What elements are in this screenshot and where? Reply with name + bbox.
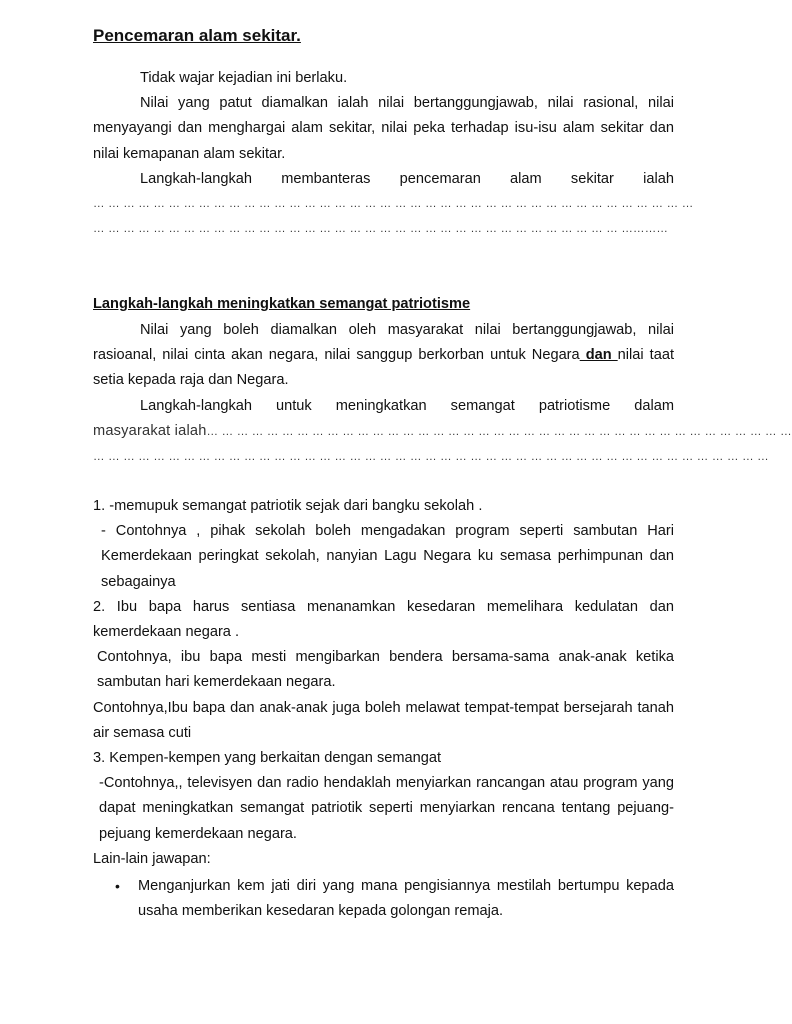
other-answers-label: Lain-lain jawapan:: [93, 850, 211, 867]
list-item-3-example: -Contohnya,, televisyen dan radio hendaklah menyiarkan rancangan atau program yang dapat meningkatkan semangat patriotik seperti menyiarkan rencana tentang pejuang-pejuang kemerdekaan negara.: [99, 775, 674, 842]
list-item-1-example: - Contohnya , pihak sekolah boleh mengadakan program seperti sambutan Hari Kemerdekaan peringkat sekolah, nanyian Lagu Negara ku semasa perhimpunan dan sebagainya: [101, 523, 674, 590]
list-item-2: 2. Ibu bapa harus sentiasa menanamkan kesedaran memelihara kedulatan dan kemerdekaan negara .: [93, 598, 674, 641]
list-item-2-example-1: Contohnya, ibu bapa mesti mengibarkan bendera bersama-sama anak-anak ketika sambutan hari kemerdekaan negara.: [97, 649, 674, 691]
paragraph-steps-continued: [93, 419, 792, 445]
dotted-line-4: … … … … … … … … … … … … … … … … … … … … … … … … … … … … … … … … … … … … … … … … … … … … …: [93, 451, 769, 464]
steps-continued-text: masyarakat ialah: [93, 422, 207, 439]
paragraph-3: Langkah-langkah membanteras pencemaran alam sekitar ialah: [140, 170, 674, 187]
values-text-1: Nilai yang boleh diamalkan oleh masyarakat nilai bertanggungjawab, nilai rasioanal, nilai cinta akan negara, nilai sanggup berkorban untuk Negara: [93, 322, 674, 364]
section-title-patriotisme: Langkah-langkah meningkatkan semangat patriotisme: [93, 296, 471, 312]
dotted-line-2: … … … … … … … … … … … … … … … … … … … … … … … … … … … … … … … … … … … …………: [93, 223, 669, 236]
section-title-pencemaran: Pencemaran alam sekitar.: [93, 26, 301, 45]
bullet-item-1: [93, 874, 674, 924]
bullet-item-1-text: Menganjurkan kem jati diri yang mana pengisiannya mestilah bertumpu kepada usaha memberikan kesedaran kepada golongan remaja.: [138, 878, 674, 920]
dotted-line-1: … … … … … … … … … … … … … … … … … … … … … … … … … … … … … … … … … … … … … … … …: [93, 198, 694, 211]
values-bold-dan: dan: [579, 347, 618, 364]
bullet-icon: •: [115, 878, 120, 895]
section2-body: [93, 318, 792, 470]
dotted-line-3: … … … … … … … … … … … … … … … … … … … … … … … … … … … … … … … … … … … … … … …: [206, 425, 792, 438]
section1-body: [93, 66, 694, 242]
list-item-3: 3. Kempen-kempen yang berkaitan dengan semangat: [93, 750, 442, 767]
paragraph-2: Nilai yang patut diamalkan ialah nilai bertanggungjawab, nilai rasional, nilai menyayangi dan menghargai alam sekitar, nilai peka terhadap isu-isu alam sekitar dan nilai kemapanan alam sekitar.: [93, 95, 674, 162]
list-item-2-example-2: Contohnya,Ibu bapa dan anak-anak juga boleh melawat tempat-tempat bersejarah tanah air semasa cuti: [93, 699, 674, 741]
values-text-2: nilai taat setia kepada raja dan Negara.: [93, 347, 674, 389]
list-item-1: 1. -memupuk semangat patriotik sejak dari bangku sekolah .: [93, 498, 483, 514]
paragraph-values: [93, 318, 674, 394]
steps-list: [93, 494, 674, 924]
paragraph-steps: Langkah-langkah untuk meningkatkan semangat patriotisme dalam: [140, 397, 674, 414]
paragraph-1: Tidak wajar kejadian ini berlaku.: [140, 70, 348, 86]
